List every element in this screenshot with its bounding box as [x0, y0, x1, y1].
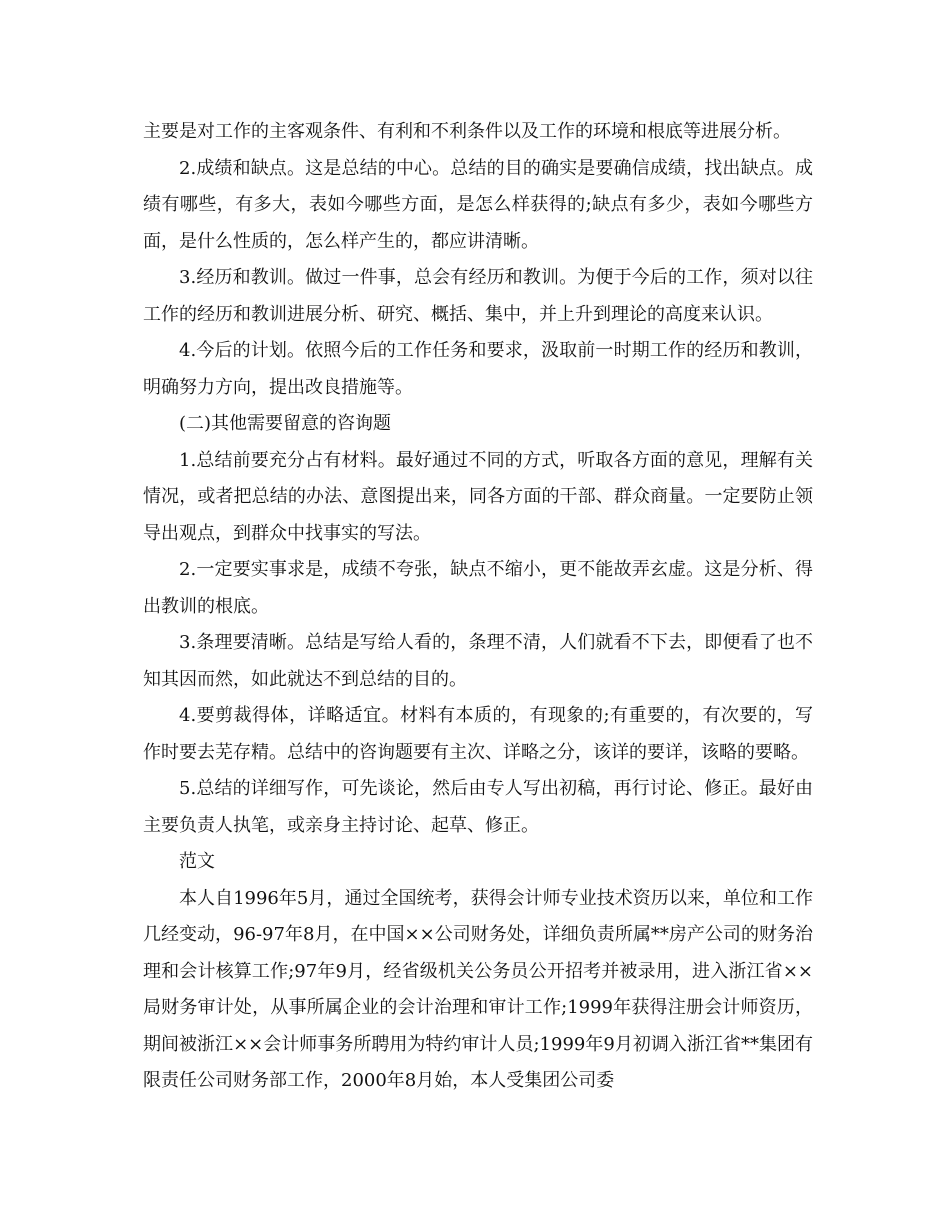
document-body [143, 114, 813, 1100]
section-heading-other-issues: (二)其他需要留意的咨询题 [179, 413, 392, 434]
paragraph-8: 3.条理要清晰。总结是写给人看的，条理不清，人们就看不下去，即便看了也不知其因而然，如此就达不到总结的目的。 [143, 632, 813, 690]
paragraph-2: 2.成绩和缺点。这是总结的中心。总结的目的确实是要确信成绩，找出缺点。成绩有哪些，有多大，表如今哪些方面，是怎么样获得的;缺点有多少，表如今哪些方面，是什么性质的，怎么样产生的，都应讲清晰。 [143, 157, 813, 252]
paragraph-7: 2.一定要实事求是，成绩不夸张，缺点不缩小，更不能故弄玄虚。这是分析、得出教训的根底。 [143, 559, 813, 617]
paragraph-12: 本人自1996年5月，通过全国统考，获得会计师专业技术资历以来，单位和工作几经变动，96-97年8月，在中国××公司财务处，详细负责所属**房产公司的财务治理和会计核算工作;97年9月，经省级机关公务员公开招考并被录用，进入浙江省××局财务审计处，从事所属企业的会计治理和审计工作;1999年获得注册会计师资历，期间被浙江××会计师事务所聘用为特约审计人员;1999年9月初调入浙江省**集团有限责任公司财务部工作，2000年8月始，本人受集团公司委 [143, 887, 813, 1091]
paragraph-9: 4.要剪裁得体，详略适宜。材料有本质的，有现象的;有重要的，有次要的，写作时要去芜存精。总结中的咨询题要有主次、详略之分，该详的要详，该略的要略。 [143, 705, 813, 763]
paragraph-6: 1.总结前要充分占有材料。最好通过不同的方式，听取各方面的意见，理解有关情况，或者把总结的办法、意图提出来，同各方面的干部、群众商量。一定要防止领导出观点，到群众中找事实的写法。 [143, 449, 813, 544]
sample-heading: 范文 [179, 851, 215, 872]
paragraph-1: 主要是对工作的主客观条件、有利和不利条件以及工作的环境和根底等进展分析。 [143, 121, 791, 142]
paragraph-10: 5.总结的详细写作，可先谈论，然后由专人写出初稿，再行讨论、修正。最好由主要负责人执笔，或亲身主持讨论、起草、修正。 [143, 778, 813, 836]
paragraph-4: 4.今后的计划。依照今后的工作任务和要求，汲取前一时期工作的经历和教训，明确努力方向，提出改良措施等。 [143, 340, 813, 398]
paragraph-3: 3.经历和教训。做过一件事，总会有经历和教训。为便于今后的工作，须对以往工作的经历和教训进展分析、研究、概括、集中，并上升到理论的高度来认识。 [143, 267, 813, 325]
